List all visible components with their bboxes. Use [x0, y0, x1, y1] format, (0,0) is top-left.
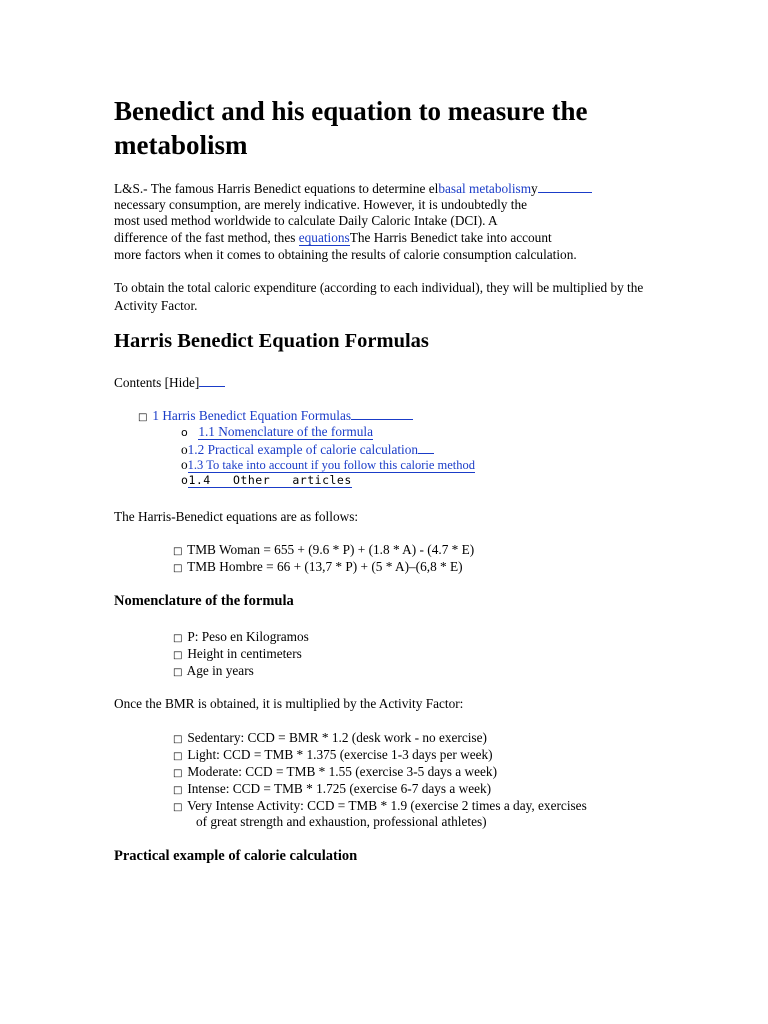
toc-item-1-3[interactable] [181, 456, 475, 474]
toc-link-1-2[interactable]: 1.2 Practical example of calorie calculation [187, 442, 419, 457]
contents-header: Contents [Hide] [114, 373, 225, 391]
activity-factor-item: □ Light: CCD = TMB * 1.375 (exercise 1-3 days per week) [173, 746, 493, 765]
intro-line-1: L&S.- The famous Harris Benedict equations to determine elbasal metabolismy [114, 179, 592, 197]
circle-bullet-icon: o [181, 442, 188, 457]
hide-contents-link[interactable]: Hide [169, 375, 195, 390]
square-bullet-icon: □ [173, 802, 183, 813]
circle-bullet-icon: o [181, 457, 188, 472]
square-bullet-icon: □ [173, 734, 183, 745]
link-underline [538, 179, 592, 193]
intro-line-4: difference of the fast method, thes equationsThe Harris Benedict take into account [114, 230, 552, 245]
nomenclature-item: □ P: Peso en Kilogramos [173, 628, 309, 647]
activity-factor-item: □ Moderate: CCD = TMB * 1.55 (exercise 3-5 days a week) [173, 763, 497, 782]
square-bullet-icon: □ [138, 412, 148, 423]
activity-factor-item: □ Very Intense Activity: CCD = TMB * 1.9 (exercise 2 times a day, exercises [173, 797, 587, 816]
equations-link[interactable]: equations [298, 230, 350, 245]
nomenclature-item: □ Height in centimeters [173, 645, 302, 664]
toc-link-1-1[interactable]: 1.1 Nomenclature of the formula [198, 424, 373, 439]
toc-link-1[interactable]: 1 Harris Benedict Equation Formulas [152, 408, 352, 423]
intro-line-3: most used method worldwide to calculate Daily Caloric Intake (DCI). A [114, 213, 498, 228]
equation-man: □ TMB Hombre = 66 + (13,7 * P) + (5 * A)–(6,8 * E) [173, 558, 463, 577]
intro-line-5: more factors when it comes to obtaining the results of calorie consumption calculation. [114, 247, 577, 262]
article-title: Benedict and his equation to measure the metabolism [114, 96, 588, 160]
toc-item-1-4[interactable] [181, 473, 352, 487]
basal-metabolism-link[interactable]: basal metabolism [438, 181, 532, 196]
circle-bullet-icon: o [181, 426, 188, 439]
square-bullet-icon: □ [173, 650, 183, 661]
square-bullet-icon: □ [173, 751, 183, 762]
toc-link-1-4[interactable]: 1.4 Other articles [188, 473, 352, 487]
link-underline [199, 373, 225, 387]
square-bullet-icon: □ [173, 785, 183, 796]
para2-line-1: To obtain the total caloric expenditure (according to each individual), they will be multiplied by the [114, 280, 644, 295]
para2-line-2: Activity Factor. [114, 298, 198, 313]
activity-factor-item: □ Intense: CCD = TMB * 1.725 (exercise 6-7 days a week) [173, 780, 491, 799]
square-bullet-icon: □ [173, 546, 183, 557]
circle-bullet-icon: o [181, 473, 189, 487]
example-heading: Practical example of calorie calculation [114, 848, 358, 864]
intro-line-2: necessary consumption, are merely indicative. However, it is undoubtedly the [114, 197, 528, 212]
toc-item-1-1[interactable] [181, 423, 373, 441]
square-bullet-icon: □ [173, 667, 183, 678]
bmr-intro: Once the BMR is obtained, it is multiplied by the Activity Factor: [114, 696, 464, 711]
equations-intro: The Harris-Benedict equations are as follows: [114, 509, 359, 524]
equation-woman: □ TMB Woman = 655 + (9.6 * P) + (1.8 * A) - (4.7 * E) [173, 541, 474, 560]
activity-factor-continuation: of great strength and exhaustion, professional athletes) [196, 814, 487, 829]
square-bullet-icon: □ [173, 768, 183, 779]
square-bullet-icon: □ [173, 563, 183, 574]
link-underline [351, 406, 413, 420]
section-heading: Harris Benedict Equation Formulas [114, 330, 429, 352]
nomenclature-item: □ Age in years [173, 662, 254, 681]
link-underline [418, 440, 434, 454]
nomenclature-heading: Nomenclature of the formula [114, 593, 294, 609]
toc-link-1-3[interactable]: 1.3 To take into account if you follow this calorie method [187, 458, 476, 472]
square-bullet-icon: □ [173, 633, 183, 644]
activity-factor-item: □ Sedentary: CCD = BMR * 1.2 (desk work - no exercise) [173, 729, 487, 748]
